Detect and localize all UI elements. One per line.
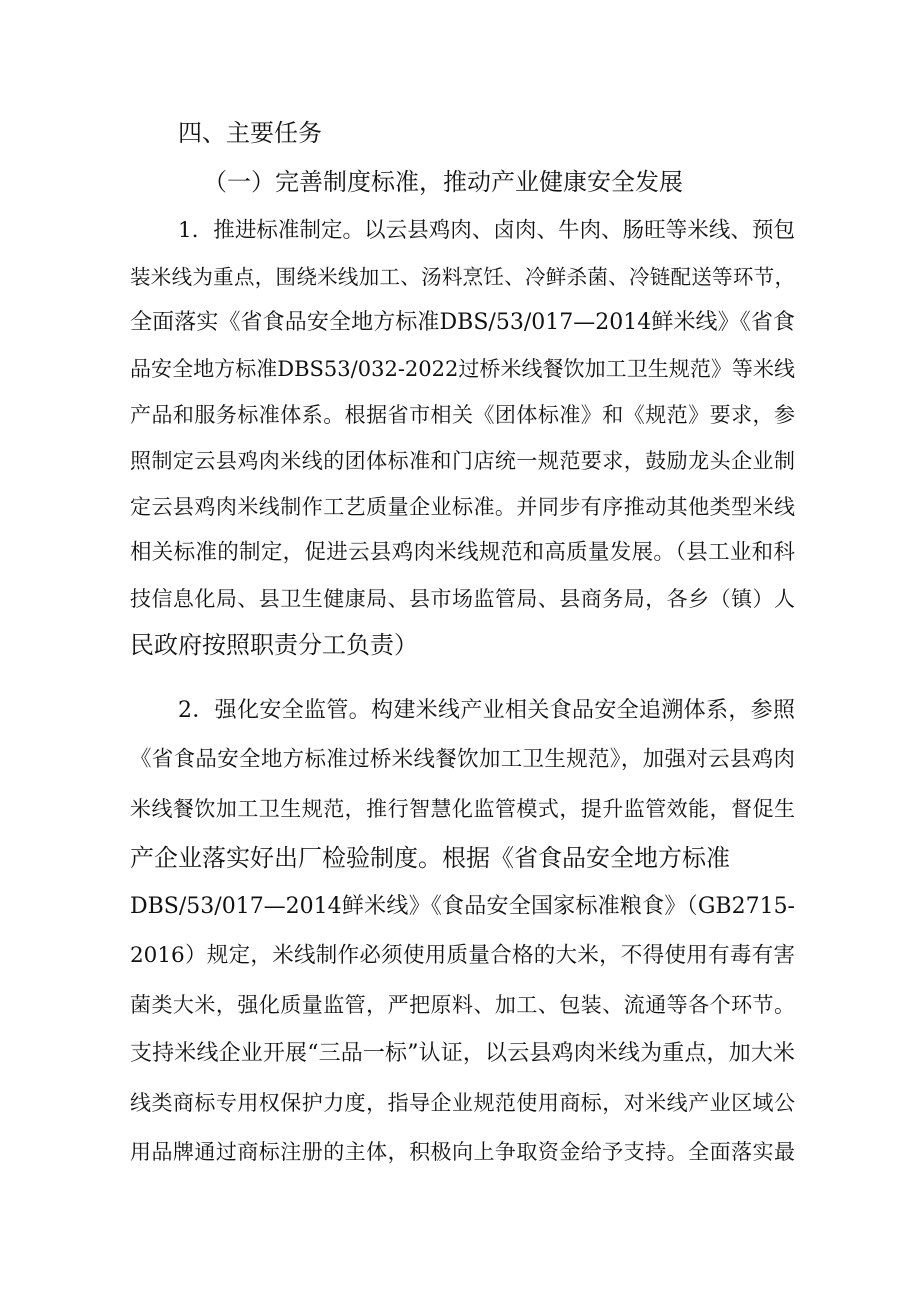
paragraph-2-line: 用品牌通过商标注册的主体，积极向上争取资金给予支持。全面落实最 [130, 1140, 795, 1164]
paragraph-2-line: 线类商标专用权保护力度，指导企业规范使用商标，对米线产业区域公 [130, 1091, 795, 1115]
paragraph-2-line: 2．强化安全监管。构建米线产业相关食品安全追溯体系，参照 [178, 698, 795, 723]
paragraph-1-line: 1．推进标准制定。以云县鸡肉、卤肉、牛肉、肠旺等米线、预包 [178, 218, 795, 243]
paragraph-1-line: 产品和服务标准体系。根据省市相关《团体标准》和《规范》要求，参 [130, 403, 795, 427]
paragraph-2-line: DBS/53/017—2014鲜米线》《食品安全国家标准粮食》（GB2715- [130, 894, 795, 919]
paragraph-2-line: 2016）规定，米线制作必须使用质量合格的大米，不得使用有毒有害 [130, 943, 795, 968]
paragraph-1-line: 装米线为重点，围绕米线加工、汤料烹饪、冷鲜杀菌、冷链配送等环节， [130, 265, 795, 289]
paragraph-2-line: 产企业落实好出厂检验制度。根据《省食品安全地方标准 [130, 844, 730, 872]
paragraph-1-line: 品安全地方标准DBS53/032-2022过桥米线餐饮加工卫生规范》等米线 [130, 357, 795, 381]
paragraph-1-line: 定云县鸡肉米线制作工艺质量企业标准。并同步有序推动其他类型米线 [130, 495, 795, 519]
paragraph-2-line: 支持米线企业开展“三品一标”认证，以云县鸡肉米线为重点，加大米 [130, 1041, 795, 1066]
paragraph-2-line: 《省食品安全地方标准过桥米线餐饮加工卫生规范》，加强对云县鸡肉 [130, 747, 795, 772]
paragraph-1-line: 相关标准的制定，促进云县鸡肉米线规范和高质量发展。（县工业和科 [130, 540, 795, 565]
paragraph-1-line: 民政府按照职责分工负责） [130, 631, 418, 659]
paragraph-1-line: 照制定云县鸡肉米线的团体标准和门店统一规范要求，鼓励龙头企业制 [130, 449, 795, 473]
paragraph-2-line: 米线餐饮加工卫生规范，推行智慧化监管模式，提升监管效能，督促生 [130, 797, 795, 821]
paragraph-1-line: 技信息化局、县卫生健康局、县市场监管局、县商务局，各乡（镇）人 [130, 587, 795, 611]
subsection-heading: （一）完善制度标准，推动产业健康安全发展 [203, 168, 683, 196]
paragraph-2-line: 菌类大米，强化质量监管，严把原料、加工、包装、流通等各个环节。 [130, 993, 795, 1017]
paragraph-1-line: 全面落实《省食品安全地方标准DBS/53/017—2014鲜米线》《省食 [130, 310, 795, 335]
section-heading: 四、主要任务 [178, 119, 322, 147]
